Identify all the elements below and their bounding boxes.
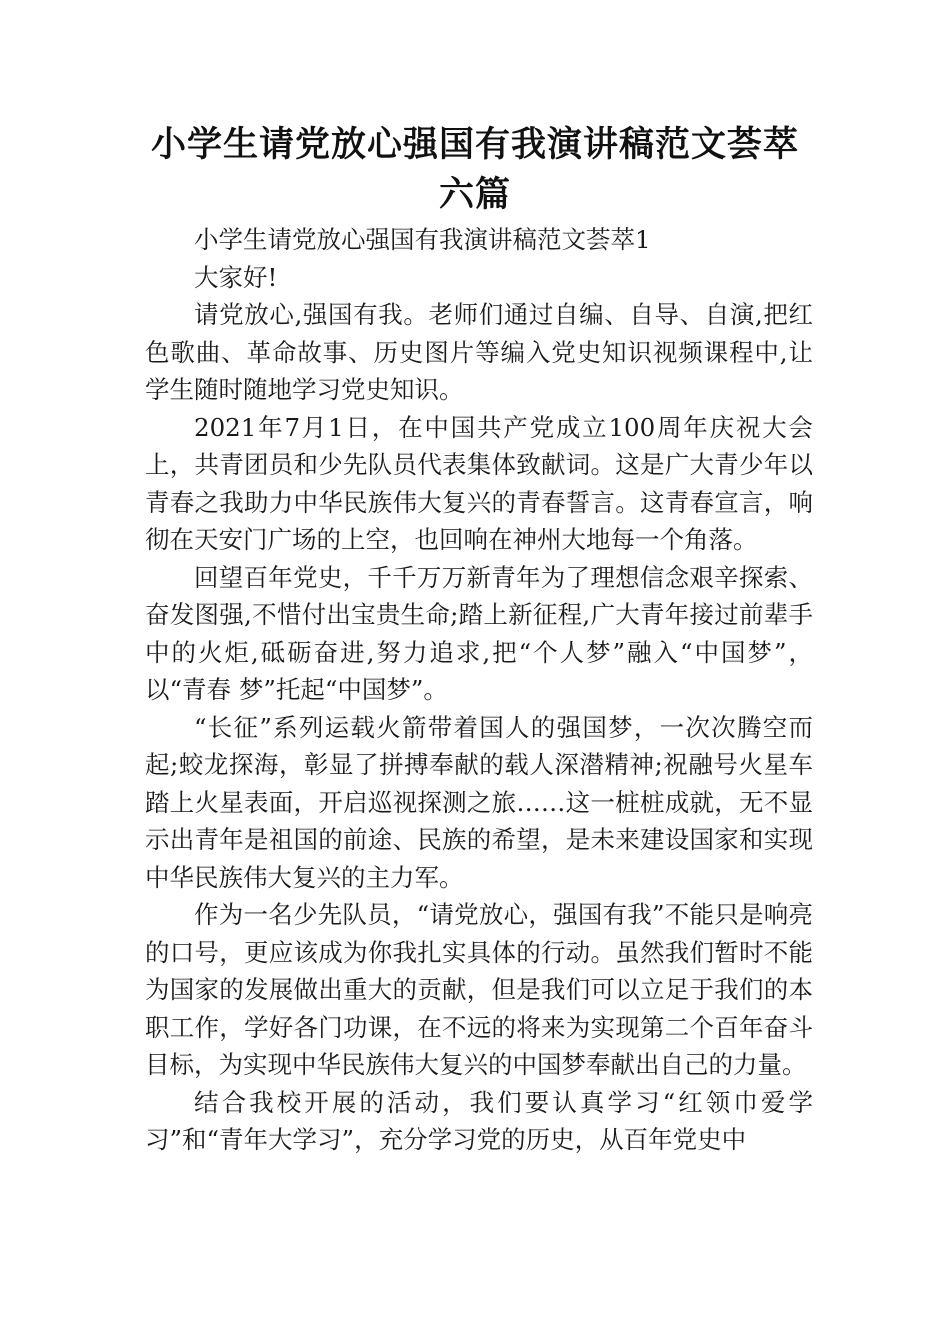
paragraph-greeting: 大家好! — [194, 262, 278, 292]
paragraph: 作为一名少先队员，“请党放心，强国有我”不能只是响亮的口号，更应该成为你我扎实具体的行动。虽然我们暂时不能为国家的发展做出重大的贡献，但是我们可以立足于我们的本职工作，学好各门功课，在不远的将来为实现第二个百年奋斗目标，为实现中华民族伟大复兴的中国梦奉献出自己的力量。 — [145, 900, 813, 1079]
document-body — [145, 221, 813, 1159]
paragraph: 结合我校开展的活动，我们要认真学习“红领巾爱学习”和“青年大学习”，充分学习党的历史，从百年党史中 — [145, 1087, 813, 1154]
paragraph: 请党放心,强国有我。老师们通过自编、自导、自演,把红色歌曲、革命故事、历史图片等编入党史知识视频课程中,让学生随时随地学习党史知识。 — [145, 300, 813, 404]
paragraph-heading: 小学生请党放心强国有我演讲稿范文荟萃1 — [194, 225, 651, 254]
paragraph: “长征”系列运载火箭带着国人的强国梦，一次次腾空而起;蛟龙探海，彰显了拼搏奉献的载人深潜精神;祝融号火星车踏上火星表面，开启巡视探测之旅……这一桩桩成就，无不显示出青年是祖国的前途、民族的希望，是未来建设国家和实现中华民族伟大复兴的主力军。 — [145, 712, 813, 892]
document-title: 小学生请党放心强国有我演讲稿范文荟萃六篇 — [150, 125, 799, 215]
paragraph: 回望百年党史，千千万万新青年为了理想信念艰辛探索、奋发图强,不惜付出宝贵生命;踏上新征程,广大青年接过前辈手中的火炬,砥砺奋进,努力追求,把“个人梦”融入“中国梦”，以“青春 梦”托起“中国梦”。 — [145, 562, 813, 704]
paragraph: 2021年7月1日，在中国共产党成立100周年庆祝大会上，共青团员和少先队员代表集体致献词。这是广大青少年以青春之我助力中华民族伟大复兴的青春誓言。这青春宣言，响彻在天安门广场的上空，也回响在神州大地每一个角落。 — [145, 412, 813, 554]
